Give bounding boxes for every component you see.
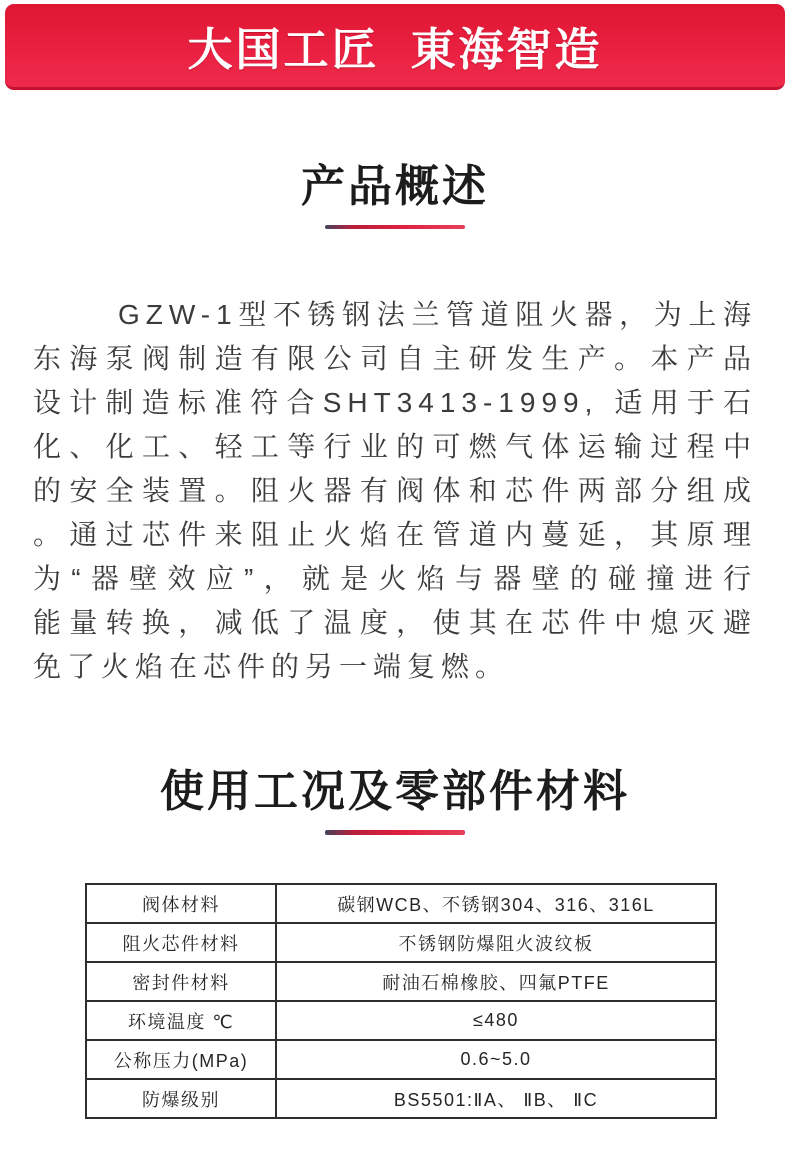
paragraph-line: 为“器壁效应”，就是火焰与器壁的碰撞进行 (33, 563, 757, 595)
spec-label: 防爆级别 (86, 1079, 276, 1118)
paragraph-line: 。通过芯件来阻止火焰在管道内蔓延，其原理 (33, 519, 757, 551)
spec-value: 耐油石棉橡胶、四氟PTFE (276, 962, 716, 1001)
spec-label: 环境温度 ℃ (86, 1001, 276, 1040)
product-paragraph (33, 293, 757, 689)
section-specs-header (0, 769, 790, 835)
paragraph-line: 能量转换，减低了温度，使其在芯件中熄灭避 (33, 607, 757, 639)
spec-value: BS5501:ⅡA、 ⅡB、 ⅡC (276, 1079, 716, 1118)
table-row (86, 1040, 716, 1079)
spec-value: 不锈钢防爆阻火波纹板 (276, 923, 716, 962)
table-row (86, 923, 716, 962)
spec-label: 公称压力(MPa) (86, 1040, 276, 1079)
spec-label: 阻火芯件材料 (86, 923, 276, 962)
section-specs-title: 使用工况及零部件材料 (160, 767, 630, 817)
spec-label: 阀体材料 (86, 884, 276, 923)
paragraph-line: 东海泵阀制造有限公司自主研发生产。本产品 (33, 343, 757, 375)
table-row (86, 962, 716, 1001)
table-row (86, 1001, 716, 1040)
spec-value: 碳钢WCB、不锈钢304、316、316L (276, 884, 716, 923)
spec-table-wrap (85, 883, 790, 1119)
title-underline (325, 830, 465, 835)
section-overview-header (0, 164, 790, 229)
paragraph-line: 的安全装置。阻火器有阀体和芯件两部分组成 (33, 475, 757, 507)
paragraph-line: 化、化工、轻工等行业的可燃气体运输过程中 (33, 431, 757, 463)
paragraph-line: GZW-1型不锈钢法兰管道阻火器，为上海 (118, 299, 757, 331)
title-underline (325, 225, 465, 229)
spec-value: ≤480 (276, 1001, 716, 1040)
brand-banner (5, 4, 785, 90)
spec-label: 密封件材料 (86, 962, 276, 1001)
brand-banner-title: 大国工匠 東海智造 (187, 24, 603, 75)
section-overview-title: 产品概述 (301, 162, 489, 211)
table-row (86, 884, 716, 923)
paragraph-line: 设计制造标准符合SHT3413-1999, 适用于石 (33, 387, 757, 419)
spec-value: 0.6~5.0 (276, 1040, 716, 1079)
table-row (86, 1079, 716, 1118)
spec-table-body (86, 884, 716, 1118)
paragraph-line: 免了火焰在芯件的另一端复燃。 (33, 651, 510, 683)
spec-table (85, 883, 717, 1119)
